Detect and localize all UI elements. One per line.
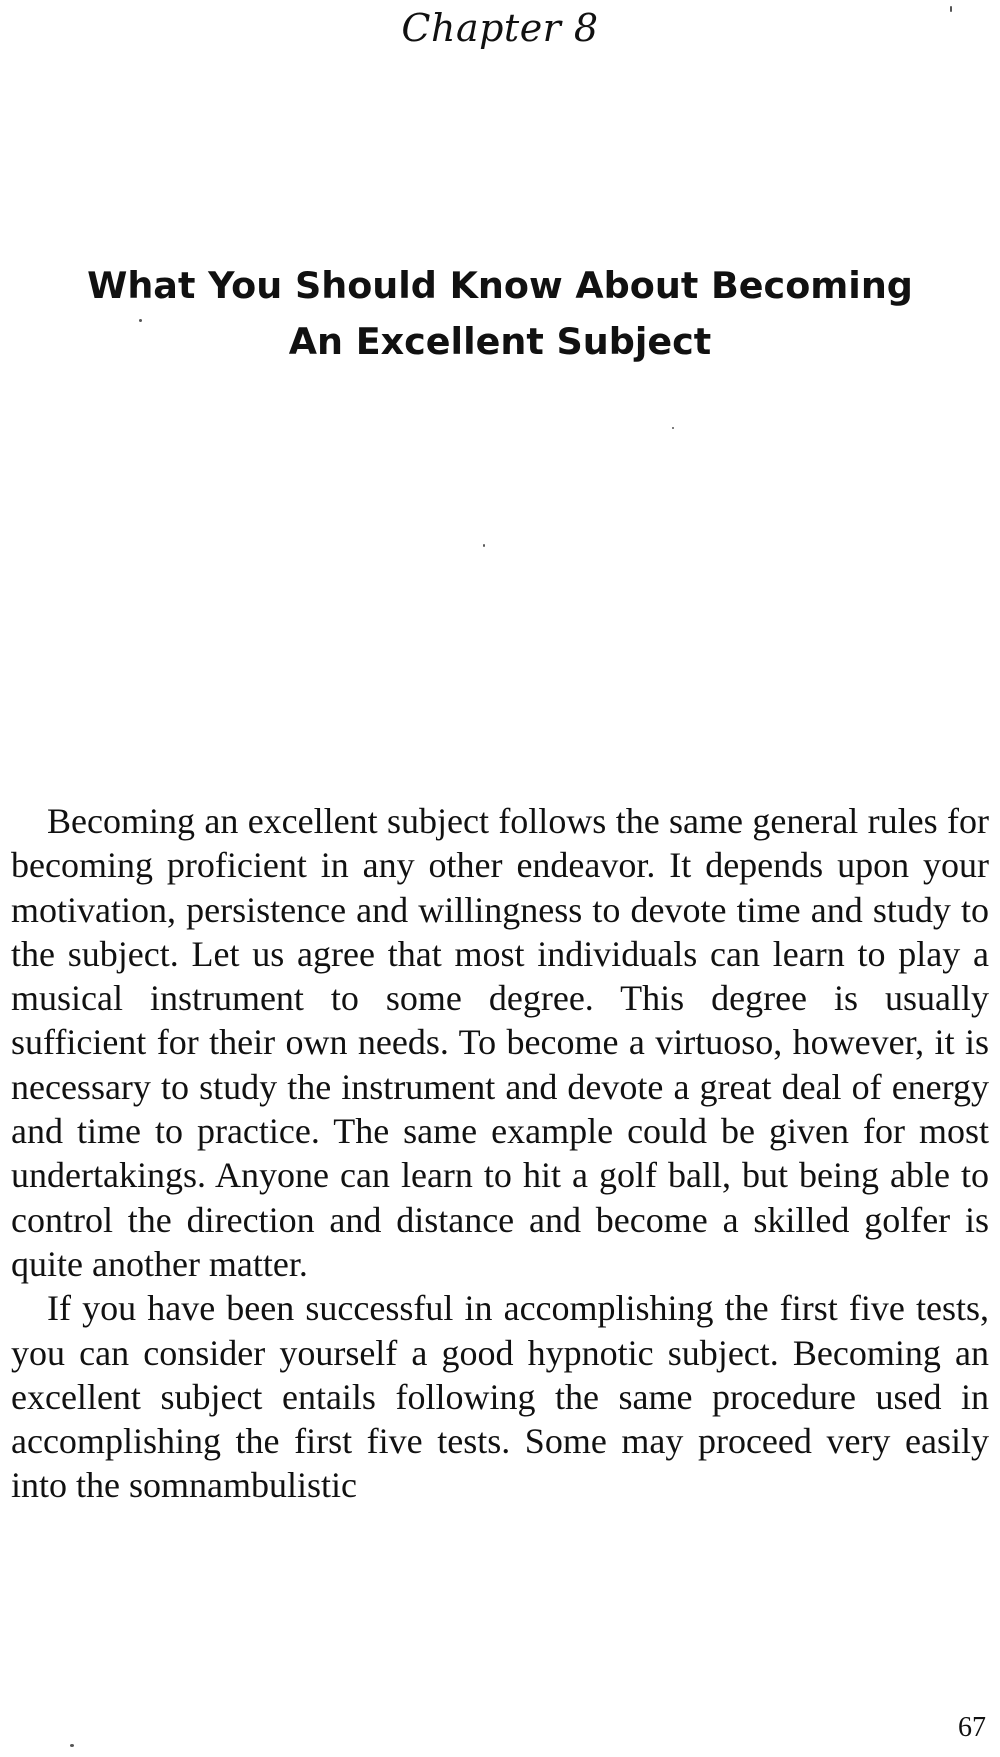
chapter-title	[20, 258, 980, 370]
chapter-title-line-2: An Excellent Subject	[288, 320, 712, 363]
scan-speck	[483, 544, 485, 547]
paragraph-2: If you have been successful in accomplishing the first five tests, you can consider yourself a good hypnotic subject. Becoming an excellent subject entails following the same procedure used in accomplishing the first five tests. Some may proceed very easily into the somnambulistic	[11, 1288, 989, 1506]
chapter-label: Chapter 8	[401, 6, 599, 50]
scan-speck	[139, 319, 142, 322]
scan-speck	[70, 1744, 74, 1747]
page-number: 67	[958, 1712, 986, 1743]
body-text	[11, 799, 989, 1508]
paragraph-1: Becoming an excellent subject follows the same general rules for becoming proficient in any other endeavor. It depends upon your motivation, persistence and willingness to devote time and study to the subject. Let us agree that most individuals can learn to play a musical instrument to some degree. This degree is usually sufficient for their own needs. To become a virtuoso, however, it is necessary to study the instrument and devote a great deal of energy and time to practice. The same example could be given for most undertakings. Anyone can learn to hit a golf ball, but being able to control the direction and distance and become a skilled golfer is quite another matter.	[11, 801, 989, 1284]
scan-speck	[672, 427, 674, 429]
chapter-title-line-1: What You Should Know About Becoming	[87, 264, 913, 307]
scan-speck	[950, 6, 952, 12]
